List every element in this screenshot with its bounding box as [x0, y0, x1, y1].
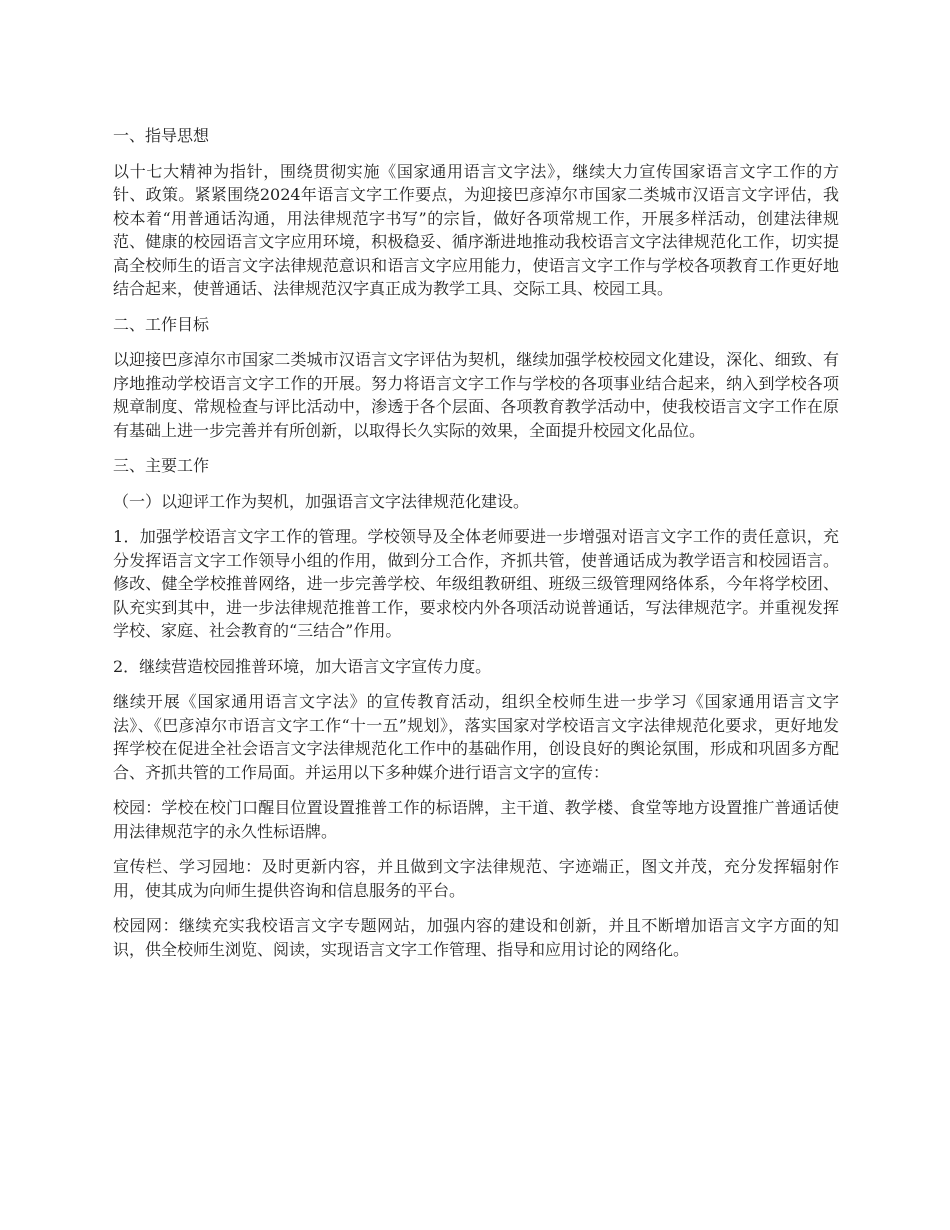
section-heading-main-work: 三、主要工作 [113, 456, 210, 475]
paragraph-work-goals: 以迎接巴彦淖尔市国家二类城市汉语言文字评估为契机，继续加强学校校园文化建设，深化、细致、有序地推动学校语言文字工作的开展。努力将语言文字工作与学校的各项事业结合起来，纳入到学校各项规章制度、常规检查与评比活动中，渗透于各个层面、各项教育教学活动中，使我校语言文字工作在原有基础上进一步完善并有所创新，以取得长久实际的效果，全面提升校园文化品位。 [113, 350, 839, 440]
section-heading-guiding-ideology: 一、指导思想 [113, 126, 210, 145]
paragraph-item-1: 1．加强学校语言文字工作的管理。学校领导及全体老师要进一步增强对语言文字工作的责任意识，充分发挥语言文字工作领导小组的作用，做到分工合作，齐抓共管，使普通话成为教学语言和校园语言。修改、健全学校推普网络，进一步完善学校、年级组教研组、班级三级管理网络体系，今年将学校团、队充实到其中，进一步法律规范推普工作，要求校内外各项活动说普通话，写法律规范字。并重视发挥学校、家庭、社会教育的“三结合”作用。 [113, 527, 839, 640]
paragraph-campus-network: 校园网：继续充实我校语言文字专题网站，加强内容的建设和创新，并且不断增加语言文字方面的知识，供全校师生浏览、阅读，实现语言文字工作管理、指导和应用讨论的网络化。 [113, 916, 839, 959]
section-heading-work-goals: 二、工作目标 [113, 314, 210, 334]
paragraph-guiding-ideology: 以十七大精神为指针，围绕贯彻实施《国家通用语言文字法》，继续大力宣传国家语言文字工作的方针、政策。紧紧围绕2024年语言文字工作要点，为迎接巴彦淖尔市国家二类城市汉语言文字评估，我校本着“用普通话沟通，用法律规范字书写”的宗旨，做好各项常规工作，开展多样活动，创建法律规范、健康的校园语言文字应用环境，积极稳妥、循序渐进地推动我校语言文字法律规范化工作，切实提高全校师生的语言文字法律规范意识和语言文字应用能力，使语言文字工作与学校各项教育工作更好地结合起来，使普通话、法律规范汉字真正成为教学工具、交际工具、校园工具。 [113, 161, 839, 298]
subheading-part-one: （一）以迎评工作为契机，加强语言文字法律规范化建设。 [113, 491, 530, 511]
paragraph-publicity: 继续开展《国家通用语言文字法》的宣传教育活动，组织全校师生进一步学习《国家通用语言文字法》、《巴彦淖尔市语言文字工作“十一五”规划》，落实国家对学校语言文字法律规范化要求，更好地发挥学校在促进全社会语言文字法律规范化工作中的基础作用，创设良好的舆论氛围，形成和巩固多方配合、齐抓共管的工作局面。并运用以下多种媒介进行语言文字的宣传： [113, 692, 839, 782]
paragraph-bulletin-board: 宣传栏、学习园地：及时更新内容，并且做到文字法律规范、字迹端正，图文并茂，充分发挥辐射作用，使其成为向师生提供咨询和信息服务的平台。 [113, 857, 839, 900]
paragraph-item-2: 2．继续营造校园推普环境，加大语言文字宣传力度。 [113, 656, 492, 676]
document-page [113, 124, 839, 973]
paragraph-campus: 校园：学校在校门口醒目位置设置推普工作的标语牌，主干道、教学楼、食堂等地方设置推广普通话使用法律规范字的永久性标语牌。 [113, 798, 839, 841]
